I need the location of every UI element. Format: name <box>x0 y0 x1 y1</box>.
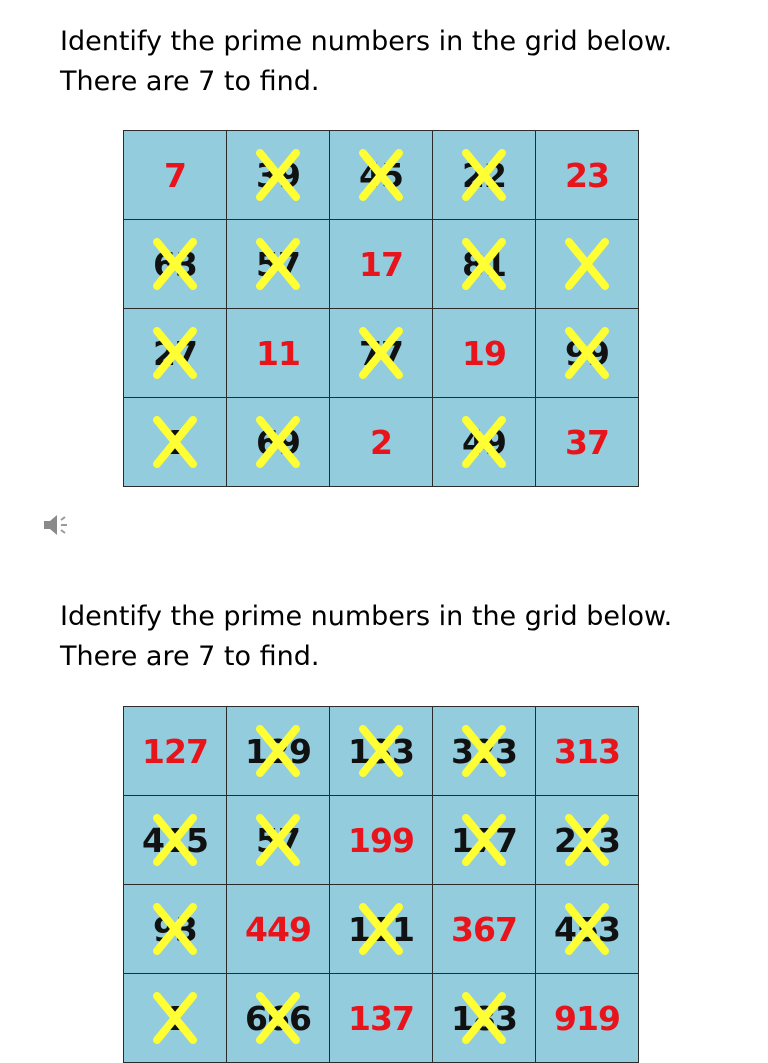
grid-cell[interactable] <box>124 398 227 487</box>
grid-cell[interactable] <box>330 309 433 398</box>
crossed-number: 93 <box>153 909 197 949</box>
grid-cell[interactable] <box>433 885 536 974</box>
crossed-number: 323 <box>451 731 517 771</box>
grid-cell[interactable] <box>227 796 330 885</box>
grid-cell[interactable] <box>433 309 536 398</box>
prime-number: 449 <box>245 909 311 949</box>
grid-cell[interactable] <box>330 220 433 309</box>
grid-row <box>124 220 639 309</box>
grid-row <box>124 796 639 885</box>
grid-cell[interactable] <box>536 796 639 885</box>
grid-cell[interactable] <box>124 885 227 974</box>
crossed-number: 111 <box>348 909 414 949</box>
grid-cell[interactable] <box>536 398 639 487</box>
grid-row <box>124 398 639 487</box>
grid-cell[interactable] <box>227 707 330 796</box>
grid-row <box>124 131 639 220</box>
crossed-number: 177 <box>451 820 517 860</box>
crossed-number: 415 <box>142 820 208 860</box>
instruction-line-1: Identify the prime numbers in the grid below. <box>60 601 673 632</box>
grid-row <box>124 974 639 1063</box>
grid-cell[interactable] <box>227 974 330 1063</box>
crossed-number: 1 <box>164 998 186 1038</box>
prime-number: 919 <box>554 998 620 1038</box>
crossed-number: 39 <box>256 155 300 195</box>
grid-cell[interactable] <box>536 974 639 1063</box>
crossed-number: 77 <box>359 333 403 373</box>
grid-cell[interactable] <box>124 707 227 796</box>
prime-number: 137 <box>348 998 414 1038</box>
grid-cell[interactable] <box>227 885 330 974</box>
crossed-number: 69 <box>256 422 300 462</box>
prime-number: 2 <box>370 422 392 462</box>
prime-number: 199 <box>348 820 414 860</box>
instructions-2 <box>60 597 740 677</box>
grid-cell[interactable] <box>227 309 330 398</box>
prime-number: 313 <box>554 731 620 771</box>
crossed-number: 22 <box>462 155 506 195</box>
grid-cell[interactable] <box>227 398 330 487</box>
prime-number: 7 <box>164 155 186 195</box>
grid-cell[interactable] <box>433 974 536 1063</box>
prime-number: 127 <box>142 731 208 771</box>
grid-cell[interactable] <box>433 220 536 309</box>
grid-cell[interactable] <box>330 131 433 220</box>
grid-row <box>124 885 639 974</box>
grid-cell[interactable] <box>433 398 536 487</box>
grid-cell[interactable] <box>330 885 433 974</box>
instruction-line-2: There are 7 to find. <box>60 66 320 97</box>
grid-row <box>124 309 639 398</box>
prime-number: 37 <box>565 422 609 462</box>
crossed-number: 81 <box>462 244 506 284</box>
crossed-number: 1 <box>164 422 186 462</box>
prime-grid-2 <box>123 706 639 1063</box>
grid-cell[interactable] <box>536 707 639 796</box>
prime-grid-1 <box>123 130 639 487</box>
grid-cell[interactable] <box>124 796 227 885</box>
crossed-number: 57 <box>256 820 300 860</box>
instruction-line-2: There are 7 to find. <box>60 641 320 672</box>
crossed-number: 666 <box>245 998 311 1038</box>
grid-cell[interactable] <box>124 131 227 220</box>
grid-cell[interactable] <box>124 974 227 1063</box>
crossed-number: 213 <box>554 820 620 860</box>
prime-number: 367 <box>451 909 517 949</box>
grid-cell[interactable] <box>227 220 330 309</box>
crossed-number: 183 <box>451 998 517 1038</box>
crossed-number: 63 <box>153 244 197 284</box>
grid-row <box>124 707 639 796</box>
instruction-line-1: Identify the prime numbers in the grid below. <box>60 26 673 57</box>
grid-cell[interactable] <box>330 796 433 885</box>
crossed-number: 27 <box>153 333 197 373</box>
crossed-number: 133 <box>348 731 414 771</box>
grid-cell[interactable] <box>330 707 433 796</box>
crossed-number: 57 <box>256 244 300 284</box>
crossed-number: 49 <box>462 422 506 462</box>
prime-number: 19 <box>462 333 506 373</box>
cross-mark-icon <box>561 236 613 292</box>
grid-cell[interactable] <box>536 220 639 309</box>
grid-cell[interactable] <box>433 707 536 796</box>
prime-number: 11 <box>256 333 300 373</box>
grid-cell[interactable] <box>433 796 536 885</box>
instructions-1 <box>60 22 740 102</box>
crossed-number: 453 <box>554 909 620 949</box>
grid-cell[interactable] <box>536 131 639 220</box>
speaker-icon[interactable] <box>42 512 72 538</box>
grid-cell[interactable] <box>330 974 433 1063</box>
prime-number: 23 <box>565 155 609 195</box>
grid-cell[interactable] <box>433 131 536 220</box>
prime-number: 17 <box>359 244 403 284</box>
grid-cell[interactable] <box>536 885 639 974</box>
crossed-number: 99 <box>565 333 609 373</box>
grid-cell[interactable] <box>124 220 227 309</box>
grid-cell[interactable] <box>330 398 433 487</box>
grid-cell[interactable] <box>536 309 639 398</box>
crossed-number: 45 <box>359 155 403 195</box>
grid-cell[interactable] <box>124 309 227 398</box>
grid-cell[interactable] <box>227 131 330 220</box>
crossed-number: 129 <box>245 731 311 771</box>
